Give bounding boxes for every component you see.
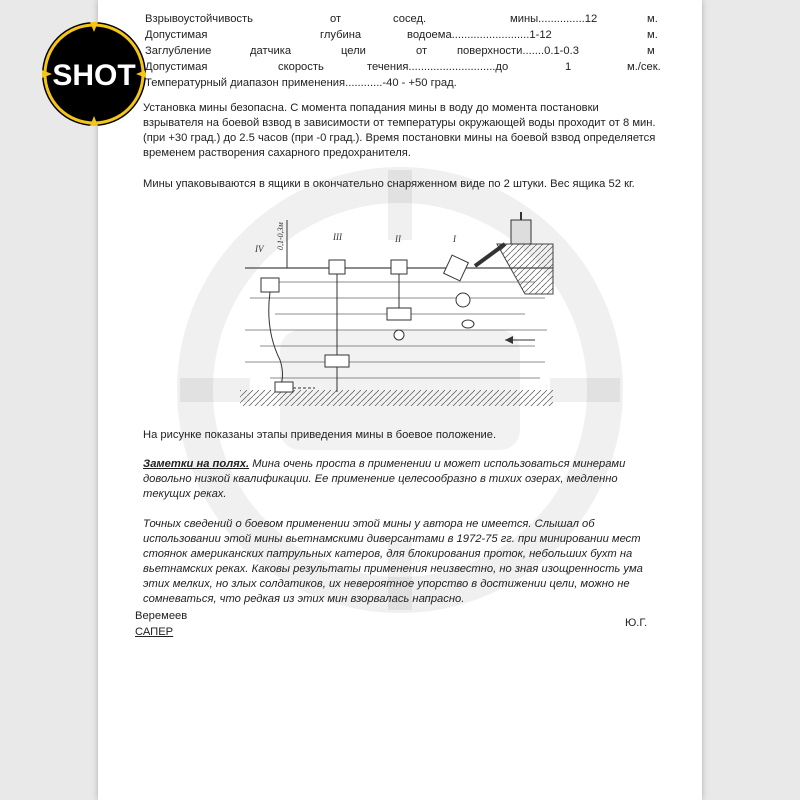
spec-row [145,60,661,75]
spec-cell: цели [341,45,366,57]
spec-cell: Взрывоустойчивость [145,13,253,25]
paragraph-safety: Установка мины безопасна. С момента попадания мины в воду до момента постановки взрывателя на боевой взвод в зависимости от температуры окружающей воды проходит от 8 мин. (при +30 град.) до 2.5 часов (при -0 град.). Время постановки мины на боевой взвод определяется временем растворения сахарного предохранителя. [143,102,656,159]
signature-role: САПЕР [135,626,174,638]
stage-label: II [395,234,401,244]
spec-row [145,12,658,27]
spec-cell: Заглубление [145,45,212,57]
spec-cell: поверхности.......0.1-0.3 [457,45,579,57]
mine-stage-2-icon [387,260,411,340]
notes-title: Заметки на полях. [143,458,250,470]
spec-cell: от [330,13,342,25]
spec-cell: водоема.........................1-12 [407,29,552,41]
mine-stage-3-icon [325,260,349,392]
spec-row [145,28,658,43]
spec-cell: Допустимая [145,61,208,73]
mine-stage-4-icon [261,278,315,392]
signature-name: Веремеев [135,610,188,622]
paragraph-packing: Мины упаковываются в ящики в окончательно снаряженном виде по 2 штуки. Вес ящика 52 кг. [143,178,635,190]
stage-label: IV [255,244,264,254]
depth-marker [276,220,287,268]
mine-deployment-figure [235,210,555,410]
figure-caption: На рисунке показаны этапы приведения мины в боевое положение. [143,429,497,441]
spec-cell: сосед. [393,13,427,25]
spec-cell: от [416,45,428,57]
spec-cell: скорость [278,61,324,73]
paragraph-combat-use: Точных сведений о боевом применении этой мины у автора не имеется. Слышал об использовании этой мины вьетнамскими диверсантами в 1972-75 гг. при минировании мест стоянок американских патрульных катеров, для блокирования проток, небольших бухт на вьетнамских реках. Каковы результаты применения неизвестно, но зная изощренность ума этих мелких, но злых солдатиков, их невероятное упорство в достижении цели, можно не сомневаться, что редкая из этих мин взорвалась напрасно. [143,518,643,605]
depth-label: 0,1-0,3м [276,222,285,250]
logo-text: SHOT [52,59,136,92]
spec-cell: датчика [250,45,292,57]
spec-cell: течения............................до [367,61,509,73]
spec-cell: 1 [565,61,572,73]
notes-body: Мина очень проста в применении и может использоваться минерами довольно низкой квалификации. Ее применение целесообразно в тихих озерах, медленно текущих реках. [143,458,626,500]
spec-cell: мины...............12 [510,13,598,25]
spec-cell: м [647,45,655,57]
signature-initials: Ю.Г. [625,617,648,629]
spec-cell: Допустимая [145,29,208,41]
spec-cell: м./сек. [627,61,661,73]
spec-cell: м. [647,29,658,41]
spec-cell: Температурный диапазон применения............-40 - +50 град. [145,77,457,89]
spec-cell: глубина [320,29,362,41]
stage-label: III [333,232,342,242]
notes-paragraph [143,457,661,502]
spec-cell: м. [647,13,658,25]
spec-row [145,44,655,59]
spec-row [145,76,655,91]
shot-logo-icon [40,20,148,128]
stage-label: I [453,234,456,244]
